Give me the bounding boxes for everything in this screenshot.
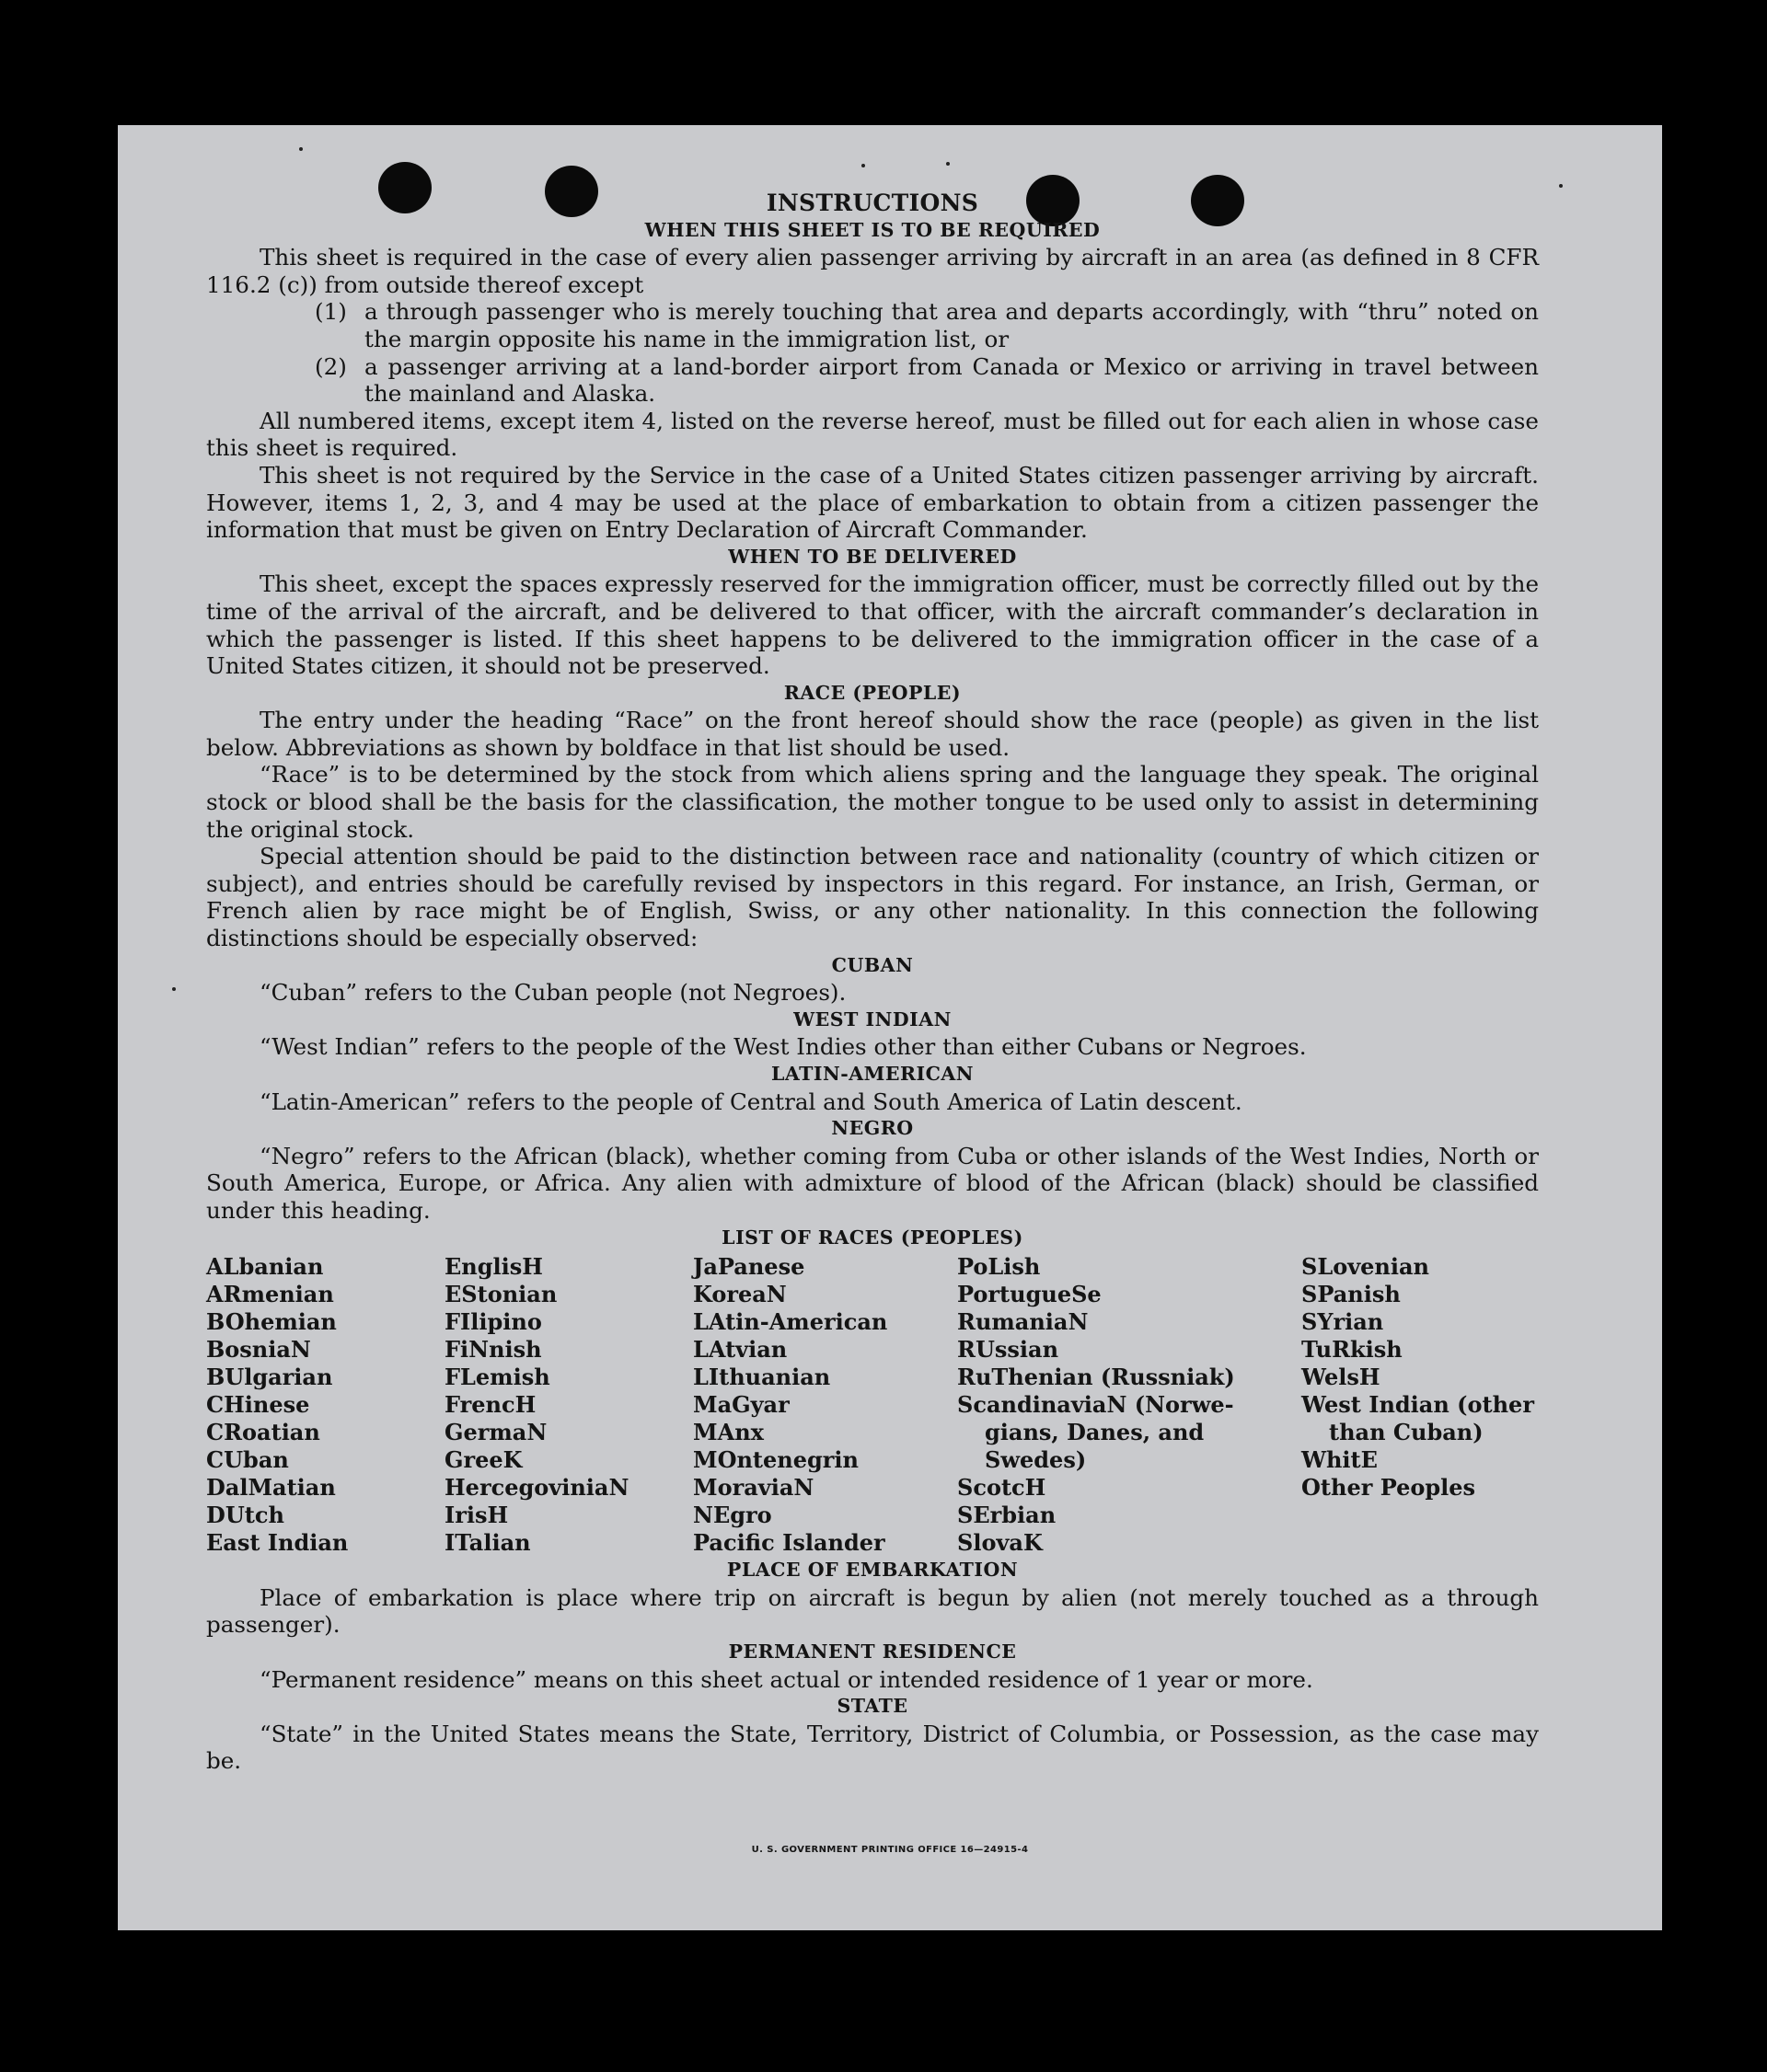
paragraph: This sheet is not required by the Service in the case of a United States citizen passenger arriving by aircraft. However, items 1, 2, 3, and 4 may be used at the place of embarkation to obtain from a citizen passenger the information that must be given on Entry Declaration of Aircraft Commander. xyxy=(206,461,1539,544)
race-column xyxy=(957,1253,1301,1557)
speck xyxy=(299,147,303,151)
speck xyxy=(946,162,950,166)
race-entry: DalMatian xyxy=(206,1474,336,1502)
section-heading: PLACE OF EMBARKATION xyxy=(726,1559,1019,1582)
section-heading: LIST OF RACES (PEOPLES) xyxy=(722,1226,1023,1249)
race-entry: ALbanian xyxy=(206,1253,324,1281)
race-entry: SlovaK xyxy=(957,1529,1043,1557)
race-entry: FiNnish xyxy=(445,1336,542,1364)
race-column xyxy=(693,1253,957,1557)
speck xyxy=(1559,184,1563,188)
race-entry: FrencH xyxy=(445,1391,537,1419)
race-entry: Pacific Islander xyxy=(693,1529,885,1557)
race-entry: CHinese xyxy=(206,1391,310,1419)
race-entry: RUssian xyxy=(957,1336,1059,1364)
speck xyxy=(861,164,865,167)
printing-office-footer: U. S. GOVERNMENT PRINTING OFFICE 16—24915-4 xyxy=(751,1845,1029,1855)
race-entry: IrisH xyxy=(445,1502,509,1529)
race-entry: FIlipino xyxy=(445,1308,542,1336)
speck xyxy=(172,987,176,991)
paragraph: The entry under the heading “Race” on the front hereof should show the race (people) as given in the list below. Abbreviations as shown by boldface in that list should be used. xyxy=(206,707,1539,761)
list-item xyxy=(206,298,1539,352)
instructions-text xyxy=(206,190,1539,1775)
race-entry: West Indian (other xyxy=(1301,1391,1534,1419)
list-item xyxy=(206,353,1539,408)
section-heading: PERMANENT RESIDENCE xyxy=(728,1640,1017,1663)
race-entry: MAnx xyxy=(693,1419,764,1446)
race-entry: gians, Danes, and xyxy=(985,1419,1205,1446)
item-number: (2) xyxy=(315,352,347,380)
paragraph: This sheet, except the spaces expressly reserved for the immigration officer, must be correctly filled out by the time of the arrival of the aircraft, and be delivered to that officer, with the aircraft commander’s declaration in which the passenger is listed. If this sheet happens to be delivered to the immigration officer in the case of a United States citizen, it should not be preserved. xyxy=(206,570,1539,680)
race-entry: ARmenian xyxy=(206,1281,334,1308)
paragraph: All numbered items, except item 4, listed on the reverse hereof, must be filled out for each alien in whose case this sheet is required. xyxy=(206,407,1539,462)
section-heading: LATIN-AMERICAN xyxy=(770,1063,975,1085)
race-entry: MoraviaN xyxy=(693,1474,814,1502)
race-entry: SErbian xyxy=(957,1502,1057,1529)
race-entry: CRoatian xyxy=(206,1419,320,1446)
paragraph: “State” in the United States means the State, Territory, District of Columbia, or Possession, as the case may be. xyxy=(206,1720,1539,1775)
race-list xyxy=(206,1253,1539,1557)
race-entry: East Indian xyxy=(206,1529,349,1557)
race-entry: GreeK xyxy=(445,1446,523,1474)
paragraph: “Permanent residence” means on this sheet actual or intended residence of 1 year or more. xyxy=(260,1665,1313,1693)
paragraph: “Race” is to be determined by the stock from which aliens spring and the language they speak. The original stock or blood shall be the basis for the classification, the mother tongue to be used only to assist in determining the original stock. xyxy=(206,761,1539,843)
race-entry: SPanish xyxy=(1301,1281,1401,1308)
paragraph: “Negro” refers to the African (black), whether coming from Cuba or other islands of the West Indies, North or South America, Europe, or Africa. Any alien with admixture of blood of the African (black) should be classified under this heading. xyxy=(206,1142,1539,1224)
document-sheet xyxy=(118,125,1662,1930)
section-heading: WEST INDIAN xyxy=(793,1007,952,1030)
section-heading: WHEN TO BE DELIVERED xyxy=(728,545,1017,568)
race-entry: EStonian xyxy=(445,1281,558,1308)
paragraph: “West Indian” refers to the people of the West Indies other than either Cubans or Negroes. xyxy=(260,1033,1307,1061)
race-entry: MaGyar xyxy=(693,1391,790,1419)
race-entry: GermaN xyxy=(445,1419,548,1446)
paragraph: This sheet is required in the case of every alien passenger arriving by aircraft in an area (as defined in 8 CFR 116.2 (c)) from outside thereof except xyxy=(206,244,1539,298)
race-entry: BosniaN xyxy=(206,1336,311,1364)
section-heading: CUBAN xyxy=(831,953,914,976)
section-heading: RACE (PEOPLE) xyxy=(783,681,962,704)
race-column xyxy=(206,1253,445,1557)
race-entry: JaPanese xyxy=(693,1253,805,1281)
paragraph: “Cuban” refers to the Cuban people (not Negroes). xyxy=(260,979,847,1007)
race-entry: RumaniaN xyxy=(957,1308,1089,1336)
race-entry: NEgro xyxy=(693,1502,772,1529)
race-entry: BOhemian xyxy=(206,1308,337,1336)
item-number: (1) xyxy=(315,298,347,326)
paragraph: “Latin-American” refers to the people of Central and South America of Latin descent. xyxy=(260,1088,1242,1115)
race-entry: DUtch xyxy=(206,1502,284,1529)
race-entry: WelsH xyxy=(1301,1364,1380,1391)
race-entry: HercegoviniaN xyxy=(445,1474,629,1502)
race-entry: SYrian xyxy=(1301,1308,1384,1336)
race-entry: RuThenian (Russniak) xyxy=(957,1364,1235,1391)
race-entry: ScotcH xyxy=(957,1474,1046,1502)
race-column xyxy=(1301,1253,1539,1557)
race-entry: EnglisH xyxy=(445,1253,543,1281)
paragraph: Place of embarkation is place where trip on aircraft is begun by alien (not merely touched as a through passenger). xyxy=(206,1583,1539,1639)
race-entry: KoreaN xyxy=(693,1281,787,1308)
race-entry: Other Peoples xyxy=(1301,1474,1476,1502)
race-entry: PoLish xyxy=(957,1253,1041,1281)
race-entry: ScandinaviaN (Norwe- xyxy=(957,1391,1234,1419)
item-text: a passenger arriving at a land-border airport from Canada or Mexico or arriving in travel between the mainland and Alaska. xyxy=(364,352,1539,408)
race-entry: CUban xyxy=(206,1446,289,1474)
section-heading: WHEN THIS SHEET IS TO BE REQUIRED xyxy=(644,218,1101,241)
race-entry: LIthuanian xyxy=(693,1364,831,1391)
race-entry: PortugueSe xyxy=(957,1281,1102,1308)
race-entry: TuRkish xyxy=(1301,1336,1403,1364)
section-heading: NEGRO xyxy=(831,1117,914,1140)
race-entry: ITalian xyxy=(445,1529,531,1557)
race-column xyxy=(445,1253,693,1557)
race-entry: WhitE xyxy=(1301,1446,1378,1474)
page-title: INSTRUCTIONS xyxy=(766,190,979,216)
section-heading: STATE xyxy=(837,1695,908,1718)
race-entry: than Cuban) xyxy=(1329,1419,1484,1446)
race-entry: BUlgarian xyxy=(206,1364,333,1391)
race-entry: Swedes) xyxy=(985,1446,1087,1474)
race-entry: SLovenian xyxy=(1301,1253,1429,1281)
paragraph: Special attention should be paid to the distinction between race and nationality (country of which citizen or subject), and entries should be carefully revised by inspectors in this regard. For instance, an Irish, German, or French alien by race might be of English, Swiss, or any other nationality. In this connection the following distinctions should be especially observed: xyxy=(206,843,1539,952)
race-entry: MOntenegrin xyxy=(693,1446,859,1474)
race-entry: LAtin-American xyxy=(693,1308,888,1336)
race-entry: FLemish xyxy=(445,1364,550,1391)
race-entry: LAtvian xyxy=(693,1336,788,1364)
item-text: a through passenger who is merely touching that area and departs accordingly, with “thru” noted on the margin opposite his name in the immigration list, or xyxy=(364,298,1539,352)
